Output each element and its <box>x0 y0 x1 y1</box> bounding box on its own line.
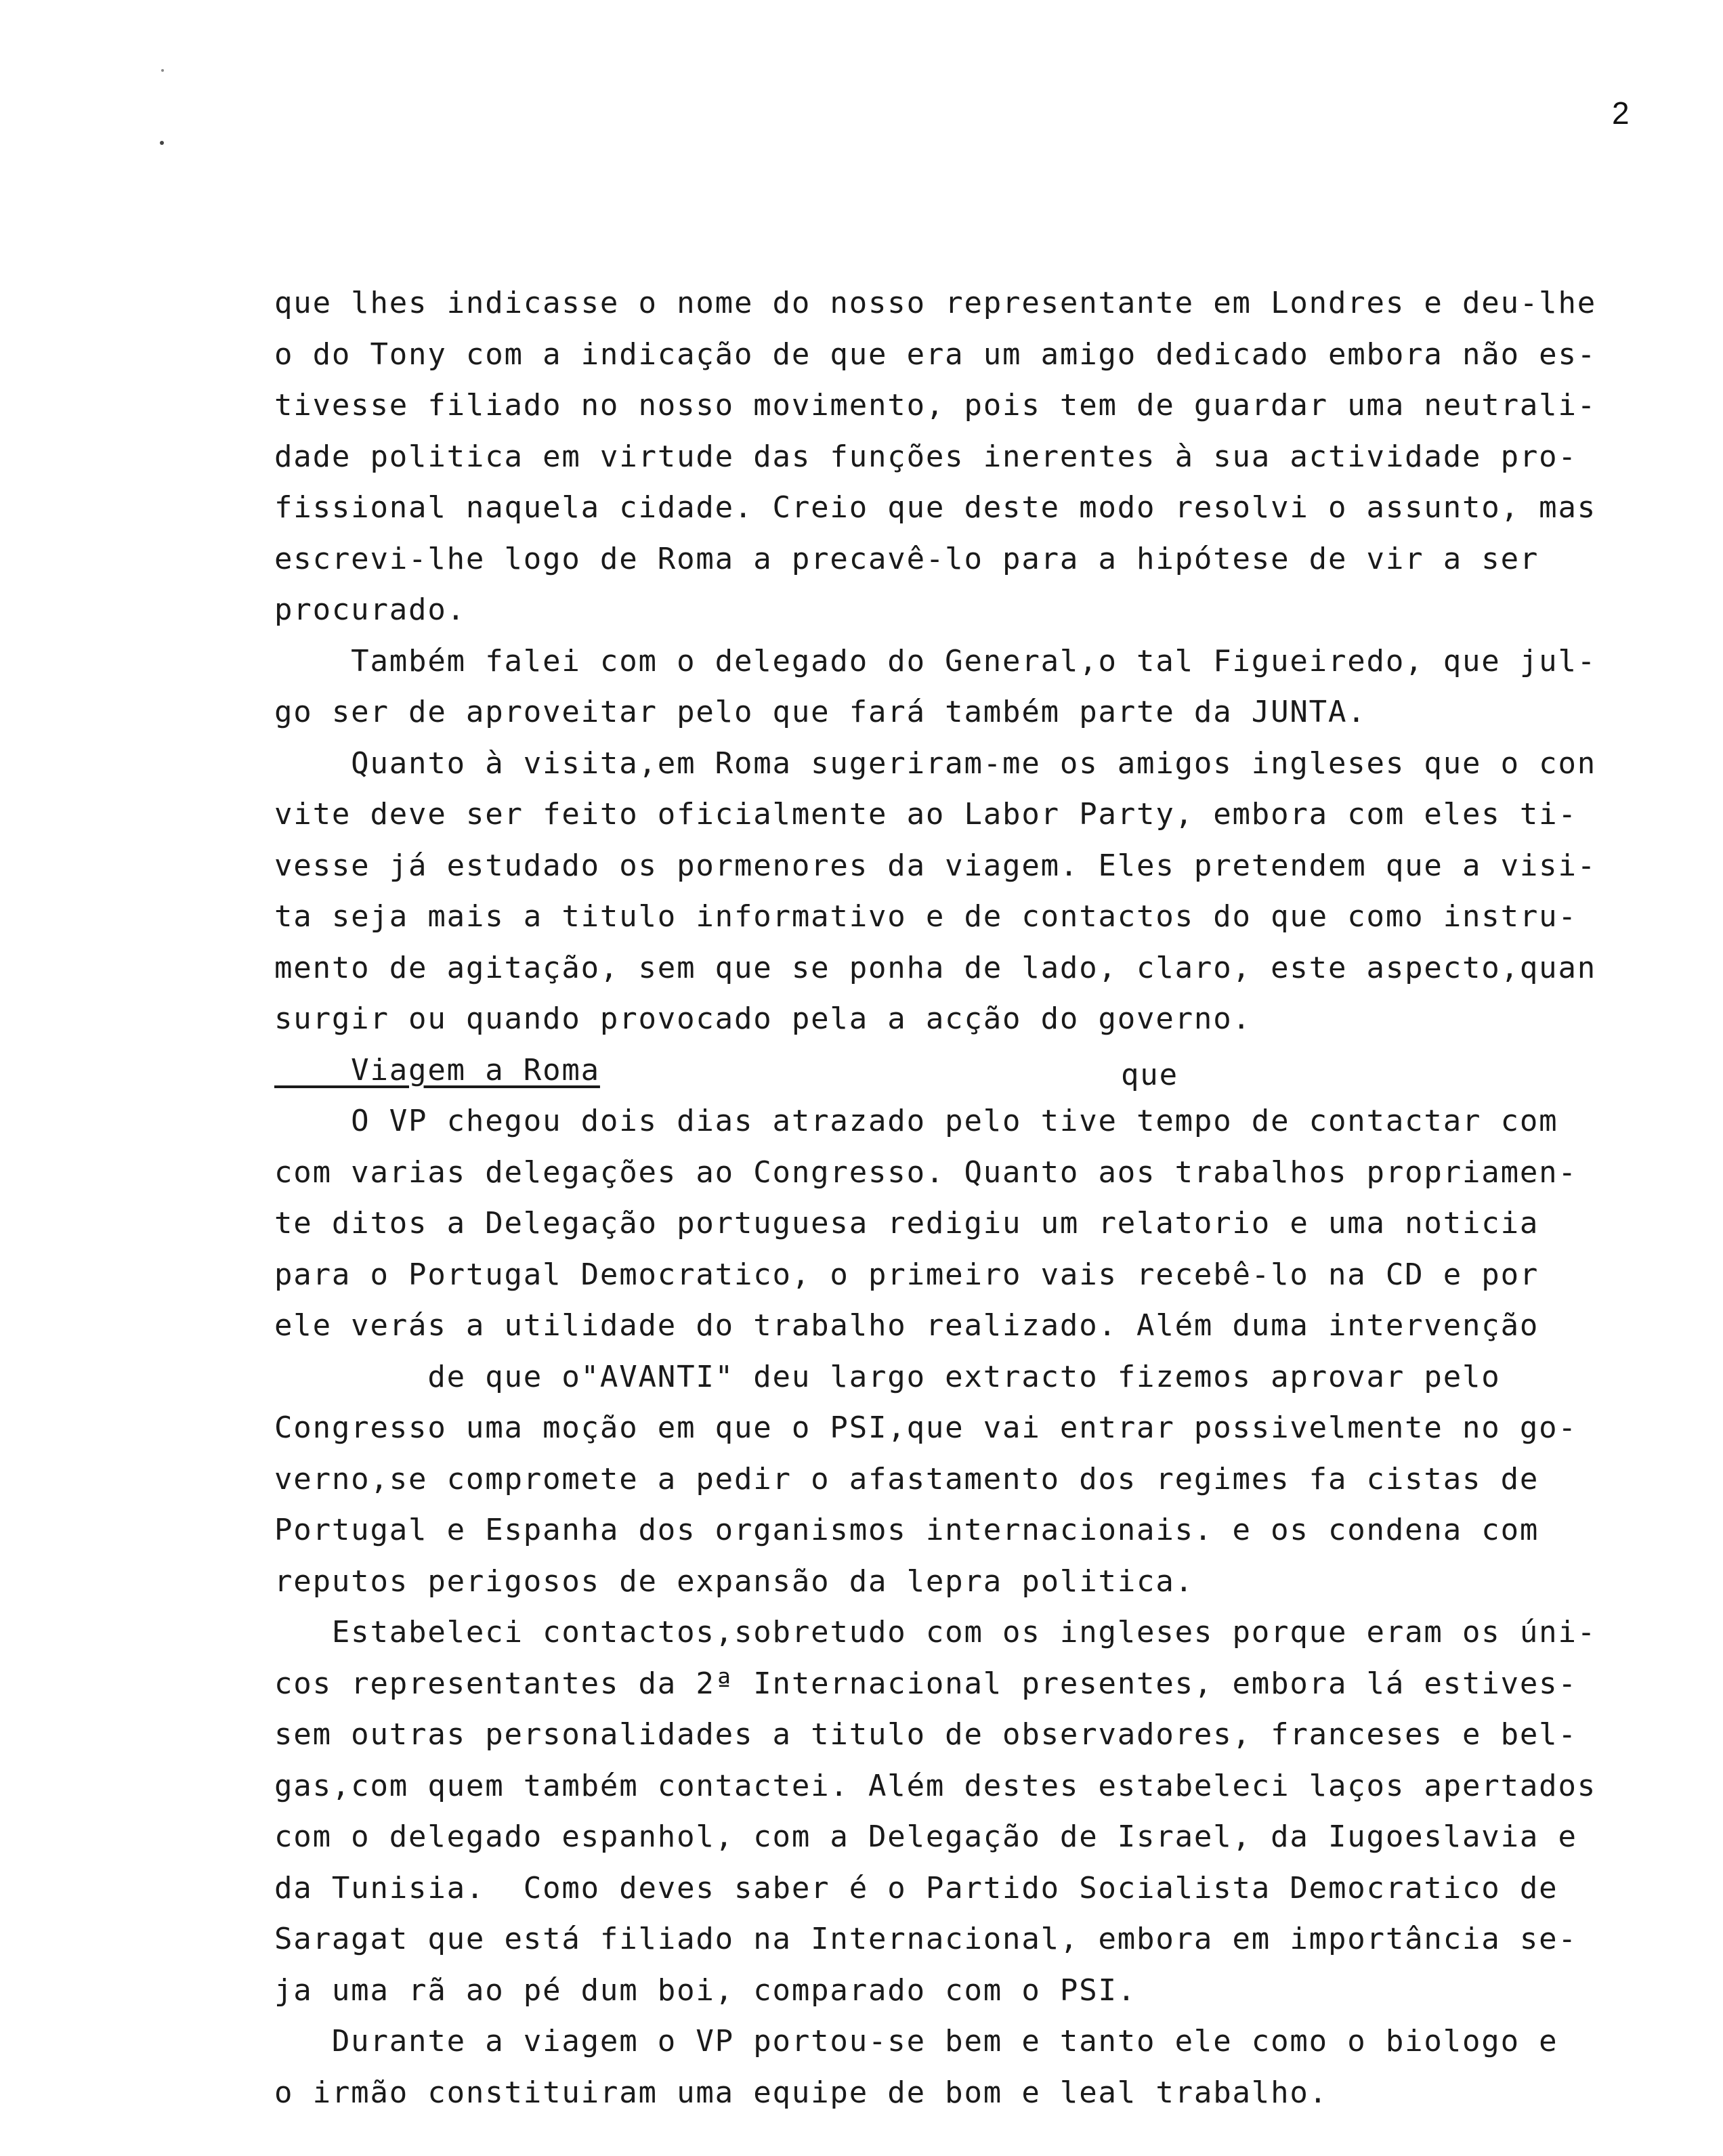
text-line: Quanto à visita,em Roma sugeriram-me os amigos ingleses que o con <box>274 746 1597 781</box>
text-line: Saragat que está filiado na Internacional, embora em importância se- <box>274 1922 1577 1956</box>
text-line: com o delegado espanhol, com a Delegação de Israel, da Iugoeslavia e <box>274 1819 1577 1854</box>
margin-mark <box>161 69 164 72</box>
text-line: o do Tony com a indicação de que era um amigo dedicado embora não es- <box>274 337 1597 372</box>
text-line: fissional naquela cidade. Creio que deste modo resolvi o assunto, mas <box>274 490 1597 525</box>
interlinear-insertion: que <box>1121 1058 1178 1092</box>
text-line: verno,se compromete a pedir o afastamento dos regimes fa cistas de <box>274 1461 1539 1496</box>
text-line: Estabeleci contactos,sobretudo com os ingleses porque eram os úni- <box>274 1615 1597 1650</box>
text-line: te ditos a Delegação portuguesa redigiu um relatorio e uma noticia <box>274 1206 1539 1241</box>
text-line: Durante a viagem o VP portou-se bem e tanto ele como o biologo e <box>274 2024 1558 2058</box>
text-line: tivesse filiado no nosso movimento, pois tem de guardar uma neutrali- <box>274 388 1597 423</box>
text-line: reputos perigosos de expansão da lepra politica. <box>274 1564 1194 1599</box>
text-line: ta seja mais a titulo informativo e de contactos do que como instru- <box>274 899 1577 934</box>
text-line: que lhes indicasse o nome do nosso representante em Londres e deu-lhe <box>274 286 1597 320</box>
text-line: gas,com quem também contactei. Além destes estabeleci laços apertados <box>274 1768 1597 1803</box>
text-line: escrevi-lhe logo de Roma a precavê-lo para a hipótese de vir a ser <box>274 541 1539 576</box>
text-line: ja uma rã ao pé dum boi, comparado com o PSI. <box>274 1972 1137 2008</box>
text-line: mento de agitação, sem que se ponha de lado, claro, este aspecto,quan <box>274 950 1597 985</box>
section-heading: Viagem a Roma <box>274 1052 600 1087</box>
text-line: vesse já estudado os pormenores da viagem. Eles pretendem que a visi- <box>274 848 1597 883</box>
text-line: vite deve ser feito oficialmente ao Labor Party, embora com eles ti- <box>274 797 1577 832</box>
text-line: cos representantes da 2ª Internacional presentes, embora lá estives- <box>274 1666 1577 1701</box>
text-line: procurado. <box>274 592 466 627</box>
text-line: de que o"AVANTI" deu largo extracto fizemos aprovar pelo <box>274 1359 1501 1394</box>
text-line: surgir ou quando provocado pela a acção do governo. <box>274 1001 1252 1036</box>
text-line: para o Portugal Democratico, o primeiro vais recebê-lo na CD e por <box>274 1257 1539 1292</box>
text-line: Portugal e Espanha dos organismos internacionais. e os condena com <box>274 1513 1539 1547</box>
text-line: Congresso uma moção em que o PSI,que vai entrar possivelmente no go- <box>274 1410 1577 1445</box>
text-line: go ser de aproveitar pelo que fará também parte da JUNTA. <box>274 695 1367 729</box>
text-line: ele verás a utilidade do trabalho realizado. Além duma intervenção <box>274 1308 1539 1343</box>
margin-mark <box>160 141 164 145</box>
text-line: sem outras personalidades a titulo de observadores, franceses e bel- <box>274 1717 1577 1752</box>
text-line: dade politica em virtude das funções inerentes à sua actividade pro- <box>274 439 1577 474</box>
text-line: Também falei com o delegado do General,o tal Figueiredo, que jul- <box>274 643 1597 678</box>
text-line: O VP chegou dois dias atrazado pelo tive tempo de contactar com <box>274 1104 1558 1138</box>
text-line: com varias delegações ao Congresso. Quanto aos trabalhos propriamen- <box>274 1155 1577 1190</box>
page-number: 2 <box>1612 95 1630 131</box>
letter-body <box>274 278 1703 2118</box>
text-line: da Tunisia. Como deves saber é o Partido Socialista Democratico de <box>274 1870 1558 1905</box>
text-line: o irmão constituiram uma equipe de bom e leal trabalho. <box>274 2075 1328 2110</box>
